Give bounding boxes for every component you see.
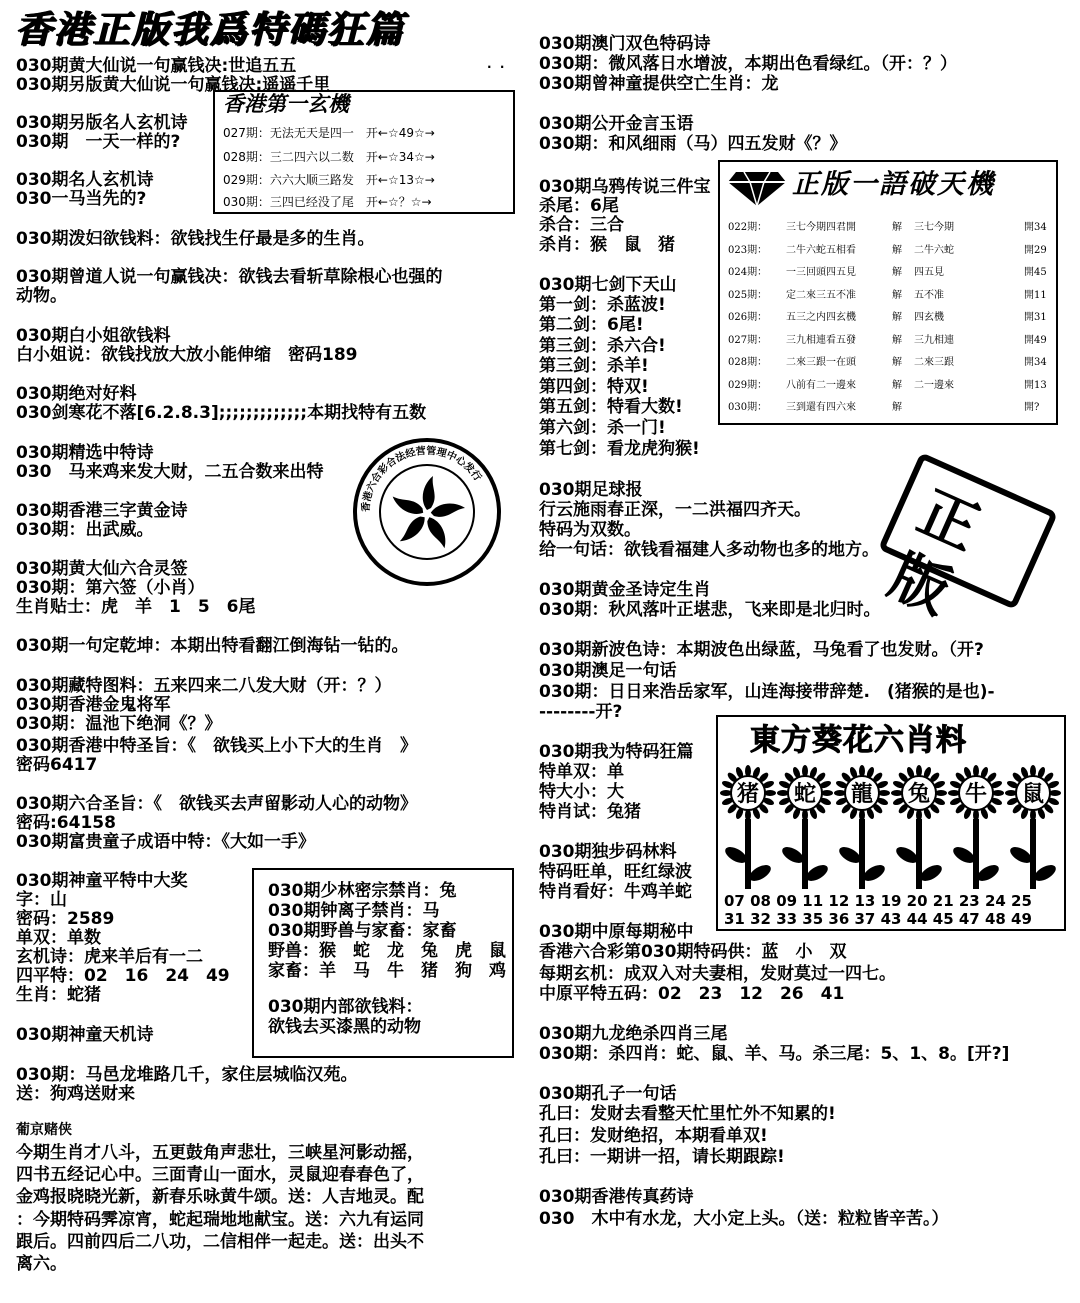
- left-text-line: 030期精选中特诗: [16, 443, 154, 463]
- zhengban-text: 正版: [879, 477, 995, 630]
- tianji-cell-r: 開49: [1024, 334, 1047, 346]
- right-text-line: 第四剑：特双!: [539, 377, 649, 397]
- xuanji-row: 028期：三二四六以二数 开←☆34☆→: [223, 150, 435, 164]
- left-text-line: 030期：第六签（小肖）: [16, 578, 205, 598]
- tianji-cell-j: 解: [892, 334, 902, 346]
- right-text-line: 030期：秋风落叶正堪悲，飞来即是北归时。: [539, 600, 881, 620]
- sunflower: [891, 765, 947, 889]
- left-text-line: 030期泼妇欲钱料：欲钱找生仔最是多的生肖。: [16, 229, 375, 249]
- right-text-line: 中原平特五码：02 23 12 26 41: [539, 984, 845, 1004]
- tianji-cell-j: 解: [892, 289, 902, 301]
- right-text-line: 030期足球报: [539, 480, 643, 500]
- left-text-line: 030期绝对好料: [16, 384, 137, 404]
- number-row: 31 32 33 35 36 37 43 44 45 47 48 49: [724, 910, 1032, 928]
- left-text-line: 030期富贵童子成语中特：《大如一手》: [16, 832, 315, 852]
- shaolin-line: 030期钟离子禁肖：马: [268, 901, 440, 921]
- tianji-cell-p: 028期：: [728, 357, 768, 368]
- xuanji-row: 030期：三四已经没了尾 开←☆？☆→: [223, 195, 432, 209]
- right-text-line: 给一句话：欲钱看福建人多动物也多的地方。: [539, 540, 879, 560]
- right-text-line: 030期澳足一句话: [539, 661, 677, 681]
- zodiac-label: 鼠: [1021, 782, 1045, 807]
- right-text-line: 030期中原每期秘中: [539, 922, 694, 942]
- tianji-cell-t: 二來三跟一在頭: [786, 357, 856, 368]
- right-text-line: 杀尾：6尾: [539, 196, 619, 216]
- tianji-cell-t: 三七今期四君開: [786, 222, 856, 233]
- left-text-line: 030一马当先的?: [16, 189, 147, 209]
- xuanji-row: 029期：六六大顺三路发 开←☆13☆→: [223, 173, 435, 187]
- tianji-box: [718, 160, 1058, 425]
- left-text-line: 030期白小姐欲钱料: [16, 326, 171, 346]
- tianji-cell-a: 二牛六蛇: [914, 244, 954, 256]
- right-text-line: 孔曰：发财绝招，本期看单双!: [539, 1126, 768, 1146]
- right-text-line: 030期孔子一句话: [539, 1084, 677, 1104]
- right-text-line: 杀肖：猴 鼠 猪: [539, 235, 675, 255]
- flower-box: [716, 715, 1066, 931]
- tianji-cell-t: 定二來三五不准: [786, 289, 856, 301]
- left-text-line: 030期黄大仙六合灵签: [16, 559, 188, 579]
- right-text-line: 第三剑：杀六合!: [539, 336, 666, 356]
- xuanji-row: 027期：无法无天是四一 开←☆49☆→: [223, 126, 435, 140]
- left-text-line: 密码6417: [16, 755, 98, 775]
- right-text-line: 030期七剑下天山: [539, 275, 677, 295]
- right-text-line: 030期：杀四肖：蛇、鼠、羊、马。杀三尾：5、1、8。[开?]: [539, 1044, 1010, 1064]
- xuanji-box: [213, 90, 515, 214]
- right-text-line: 030期澳门双色特码诗: [539, 34, 711, 54]
- left-text-line: ：今期特码霁凉宵，蛇起瑞地地献宝。送：六九有运同: [16, 1210, 424, 1230]
- flower-title: 東方葵花六肖料: [750, 723, 967, 758]
- tianji-cell-r: 開29: [1024, 244, 1047, 256]
- left-text-line: 030期香港中特圣旨：《 欲钱买上小下大的生肖 》: [16, 736, 417, 756]
- right-text-line: 030期黄金圣诗定生肖: [539, 580, 711, 600]
- right-text-line: 030期：日日来浩岳家军，山连海接带辞楚. (猪猴的是也)-: [539, 682, 995, 702]
- right-text-line: 特单双：单: [539, 762, 624, 782]
- left-text-line: 030期香港金鬼将军: [16, 695, 171, 715]
- left-text-line: 030期名人玄机诗: [16, 170, 154, 190]
- right-text-line: 第五剑：特看大数!: [539, 397, 683, 417]
- tianji-title: 正版一語破天機: [792, 169, 995, 200]
- right-text-line: 特肖看好：牛鸡羊蛇: [539, 882, 692, 902]
- left-text-line: 离六。: [16, 1254, 67, 1274]
- tianji-cell-p: 022期：: [728, 222, 768, 233]
- tianji-cell-p: 029期：: [728, 379, 768, 391]
- left-text-line: 030期六合圣旨：《 欲钱买去声留影动人心的动物》: [16, 794, 417, 814]
- right-text-line: 杀合：三合: [539, 215, 624, 235]
- left-text-line: 生肖：蛇猪: [16, 985, 101, 1005]
- left-text-line: 030期神童天机诗: [16, 1025, 154, 1045]
- right-text-line: 特大小：大: [539, 782, 624, 802]
- tianji-cell-r: 開?: [1024, 402, 1040, 413]
- right-text-line: 第七剑：看龙虎狗猴!: [539, 439, 700, 459]
- left-text-line: 030期另版黄大仙说一句赢钱决:遥遥千里: [16, 75, 331, 95]
- left-text-line: 030期香港三字黄金诗: [16, 501, 188, 521]
- left-text-line: 葡京赌侠: [16, 1122, 72, 1138]
- tianji-cell-t: 五三之内四玄機: [786, 312, 856, 323]
- left-text-line: 玄机诗：虎来羊后有一二: [16, 947, 203, 967]
- tianji-cell-t: 八前有二一邊來: [786, 379, 856, 391]
- right-text-line: 第六剑：杀一门!: [539, 418, 666, 438]
- stamp-ring-text: 香港六合彩合法经营管理中心发行: [360, 445, 484, 513]
- sunflower: [720, 765, 776, 889]
- zodiac-label: 龍: [850, 782, 874, 807]
- right-text-line: 香港六合彩第030期特码供：蓝 小 双: [539, 942, 847, 962]
- sunflower: [834, 765, 890, 889]
- right-text-line: 030期香港传真药诗: [539, 1187, 694, 1207]
- tianji-cell-a: 四玄機: [914, 312, 944, 323]
- sunflower: [1005, 765, 1061, 889]
- shaolin-line: 030期野兽与家畜：家畜: [268, 921, 457, 941]
- left-text-line: 030期藏特图料：五来四来二八发大财（开：？）: [16, 676, 392, 696]
- right-text-line: 030 木中有水龙，大小定上头。（送：粒粒皆辛苦。）: [539, 1209, 949, 1229]
- tianji-cell-j: 解: [892, 312, 902, 323]
- tianji-cell-a: 四五見: [914, 267, 944, 278]
- tianji-cell-t: 二牛六蛇五相看: [786, 244, 856, 256]
- left-text-line: 四书五经记心中。三面青山一面水，灵鼠迎春春色了，: [16, 1165, 424, 1185]
- tianji-cell-a: 五不准: [914, 289, 944, 301]
- left-text-line: 四平特：02 16 24 49: [16, 966, 230, 986]
- zhengban-stamp: [878, 452, 1058, 630]
- left-text-line: 金鸡报晓晓光新，新春乐咏黄牛颂。送：人吉地灵。配: [16, 1187, 424, 1207]
- zodiac-label: 牛: [964, 782, 988, 807]
- shaolin-box: [252, 868, 514, 1058]
- tianji-cell-a: 二來三跟: [914, 357, 954, 368]
- left-text-line: 030期神童平特中大奖: [16, 871, 188, 891]
- right-text-line: 特肖试：兔猪: [539, 802, 641, 822]
- right-text-line: 030期：微风落日水增波，本期出色看绿红。（开：？）: [539, 54, 957, 74]
- sunflower-row: [718, 761, 1064, 891]
- right-text-line: 030期独步码林料: [539, 842, 677, 862]
- right-text-line: 030期新波色诗：本期波色出绿蓝，马兔看了也发财。（开?: [539, 640, 984, 660]
- left-text-line: 030期另版名人玄机诗: [16, 113, 188, 133]
- right-text-line: 030期：和风细雨（马）四五发财《？》: [539, 134, 847, 154]
- right-text-line: 每期玄机：成双入对夫妻相，发财莫过一四七。: [539, 964, 896, 984]
- right-text-line: 第一剑：杀蓝波!: [539, 295, 666, 315]
- tianji-cell-r: 開13: [1024, 379, 1047, 391]
- tianji-cell-r: 開11: [1024, 289, 1047, 301]
- shaolin-line: 野兽：猴 蛇 龙 兔 虎 鼠: [268, 941, 506, 961]
- dots-mark: · ·: [487, 60, 505, 74]
- left-text-line: 030期 一天一样的?: [16, 132, 181, 152]
- tianji-cell-j: 解: [892, 222, 902, 233]
- tianji-cell-r: 開45: [1024, 267, 1047, 278]
- sunflower: [948, 765, 1004, 889]
- tianji-cell-a: 三七今期: [914, 222, 954, 233]
- seal-stamp: [352, 437, 502, 587]
- number-row: 07 08 09 11 12 13 19 20 21 23 24 25: [724, 892, 1032, 910]
- left-text-line: 密码：2589: [16, 909, 115, 929]
- left-text-line: 030剑寒花不落[6.2.8.3];;;;;;;;;;;;;本期找特有五数: [16, 403, 427, 423]
- shaolin-line: 欲钱去买漆黑的动物: [268, 1017, 421, 1037]
- sunflower: [777, 765, 833, 889]
- left-text-line: 030期一句定乾坤：本期出特看翻江倒海钻一钻的。: [16, 636, 409, 656]
- diamond-icon: [726, 168, 788, 208]
- left-text-line: 030期：马邑龙堆路几千，家住层城临汉苑。: [16, 1065, 358, 1085]
- tianji-cell-p: 025期：: [728, 289, 768, 301]
- tianji-cell-p: 023期：: [728, 244, 768, 256]
- left-text-line: 030期黄大仙说一句赢钱决:世追五五: [16, 56, 297, 76]
- left-text-line: 030期曾道人说一句赢钱决：欲钱去看斩草除根心也强的: [16, 267, 443, 287]
- right-text-line: 特码旺单，旺红绿波: [539, 862, 692, 882]
- left-text-line: 030 马来鸡来发大财，二五合数来出特: [16, 462, 324, 482]
- right-text-line: 030期乌鸦传说三件宝: [539, 177, 711, 197]
- tianji-cell-r: 開34: [1024, 222, 1047, 233]
- right-text-line: 第三剑：杀羊!: [539, 356, 649, 376]
- svg-text:香港六合彩合法经营管理中心发行: [359, 444, 485, 513]
- left-text-line: 030期：温池下绝洞《？》: [16, 714, 222, 734]
- left-text-line: 030期：出武威。: [16, 520, 154, 540]
- zodiac-label: 兔: [907, 782, 931, 807]
- left-text-line: 单双：单数: [16, 928, 101, 948]
- tianji-cell-j: 解: [892, 357, 902, 368]
- right-text-line: 030期公开金言玉语: [539, 114, 694, 134]
- left-text-line: 动物。: [16, 286, 67, 306]
- right-text-line: --------开?: [539, 702, 623, 722]
- right-text-line: 030期九龙绝杀四肖三尾: [539, 1024, 728, 1044]
- right-text-line: 行云施雨春正深，一二洪福四齐天。: [539, 500, 811, 520]
- right-text-line: 孔曰：一期讲一招，请长期跟踪!: [539, 1147, 785, 1167]
- tianji-cell-a: 三九相連: [914, 334, 954, 346]
- tianji-cell-t: 一三回頭四五見: [786, 267, 856, 278]
- tianji-cell-j: 解: [892, 379, 902, 391]
- left-text-line: 跟后。四前四后二八功，二信相伴一起走。送：出头不: [16, 1232, 424, 1252]
- tianji-cell-j: 解: [892, 244, 902, 256]
- left-text-line: 字：山: [16, 890, 67, 910]
- tianji-cell-r: 開31: [1024, 312, 1047, 323]
- right-text-line: 030期我为特码狂篇: [539, 742, 694, 762]
- right-text-line: 030期曾神童提供空亡生肖：龙: [539, 74, 779, 94]
- left-text-line: 密码:64158: [16, 813, 116, 833]
- tianji-cell-j: 解: [892, 267, 902, 278]
- left-text-line: 白小姐说：欲钱找放大放小能伸缩 密码189: [16, 345, 358, 365]
- tianji-cell-p: 027期：: [728, 334, 768, 346]
- xuanji-title: 香港第一玄機: [223, 91, 349, 116]
- tianji-cell-j: 解: [892, 402, 902, 413]
- left-text-line: 生肖贴士：虎 羊 1 5 6尾: [16, 597, 256, 617]
- right-text-line: 孔曰：发财去看整天忙里忙外不知累的!: [539, 1104, 836, 1124]
- shaolin-line: 030期内部欲钱料：: [268, 997, 423, 1017]
- shaolin-line: 030期少林密宗禁肖：兔: [268, 881, 457, 901]
- zodiac-label: 猪: [736, 782, 760, 807]
- tianji-cell-a: 二一邊來: [914, 379, 954, 391]
- left-text-line: 送：狗鸡送财来: [16, 1084, 135, 1104]
- tianji-cell-p: 026期：: [728, 312, 768, 323]
- left-text-line: 今期生肖才八斗，五更鼓角声悲壮，三峡星河影动摇，: [16, 1143, 424, 1163]
- tianji-cell-r: 開34: [1024, 357, 1047, 368]
- right-text-line: 第二剑：6尾!: [539, 315, 644, 335]
- right-text-line: 特码为双数。: [539, 520, 641, 540]
- tianji-cell-p: 030期：: [728, 402, 768, 413]
- shaolin-line: 家畜：羊 马 牛 猪 狗 鸡: [268, 961, 506, 981]
- tianji-cell-p: 024期：: [728, 267, 768, 278]
- page-title: 香港正版我爲特碼狂篇: [15, 7, 405, 51]
- zodiac-label: 蛇: [793, 782, 817, 807]
- tianji-cell-t: 三到還有四六來: [786, 402, 856, 413]
- tianji-cell-t: 三九相連看五發: [786, 334, 856, 346]
